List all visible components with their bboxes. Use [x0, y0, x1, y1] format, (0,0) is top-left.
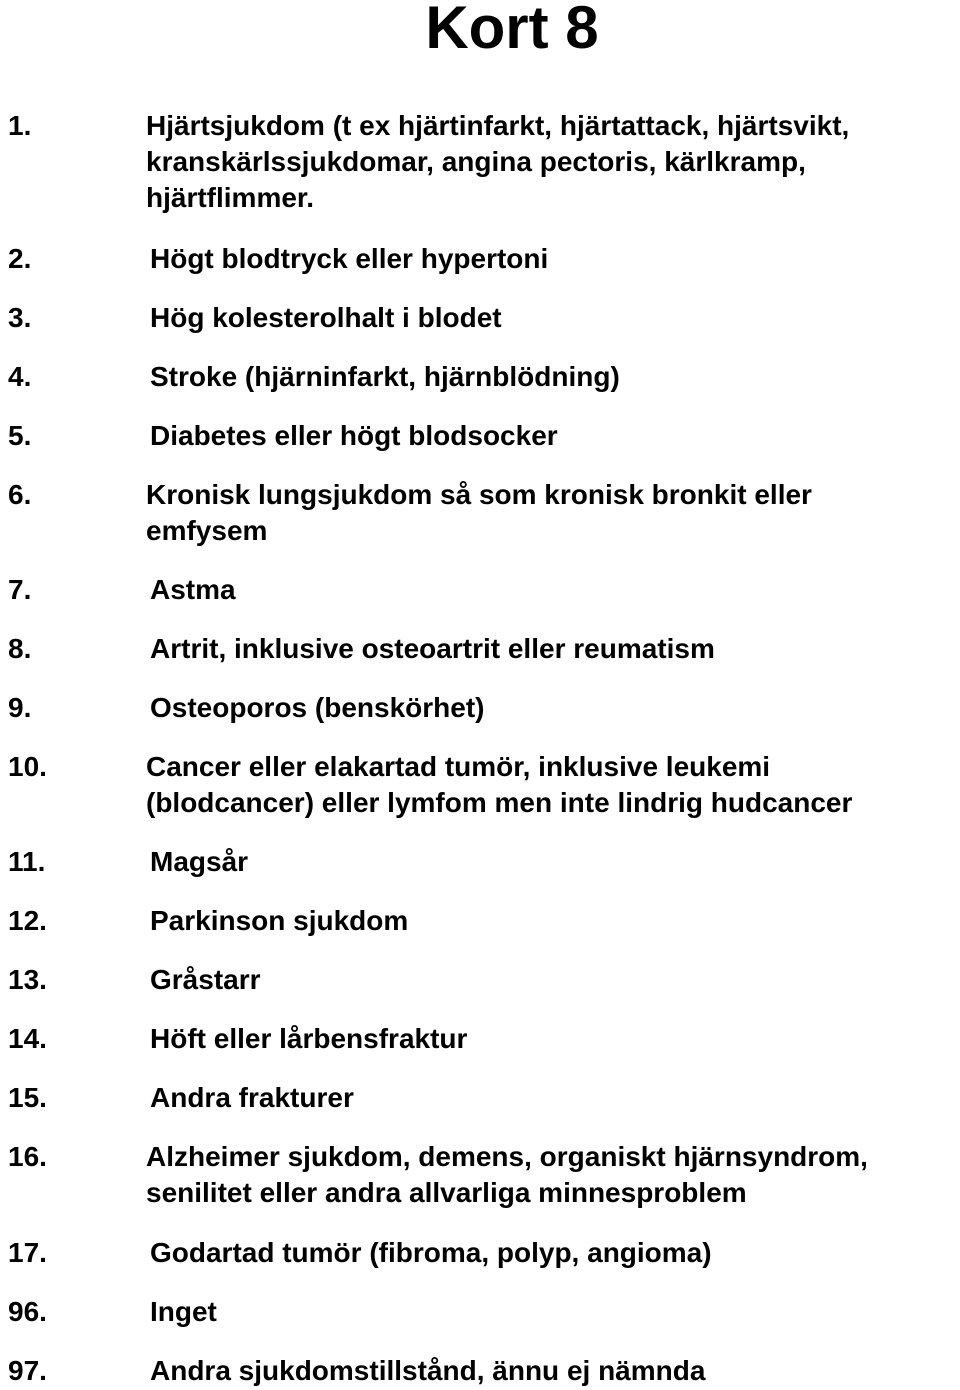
item-text [150, 962, 956, 998]
item-text [150, 300, 956, 336]
list-item [0, 903, 960, 939]
item-text-line: Magsår [150, 846, 249, 877]
item-number: 96. [8, 1296, 47, 1327]
item-text-line: Parkinson sjukdom [150, 905, 409, 936]
item-text [150, 1080, 956, 1116]
item-number: 5. [8, 420, 32, 451]
item-text-line: Höft eller lårbensfraktur [150, 1023, 468, 1054]
list-item [0, 418, 960, 454]
item-text [146, 477, 952, 549]
item-text-line: Gråstarr [150, 964, 261, 995]
list-item [0, 1235, 960, 1271]
item-number: 1. [8, 110, 32, 141]
item-text-line: Cancer eller elakartad tumör, inklusive leukemi [146, 751, 771, 782]
item-number: 17. [8, 1237, 47, 1268]
item-text-line: Astma [150, 574, 236, 605]
list-item [0, 241, 960, 277]
list-item [0, 844, 960, 880]
item-number: 4. [8, 361, 32, 392]
item-number: 15. [8, 1082, 47, 1113]
item-text [150, 1021, 956, 1057]
item-text-line: Kronisk lungsjukdom så som kronisk bronkit eller [146, 479, 812, 510]
list-item [0, 1353, 960, 1389]
list-item [0, 359, 960, 395]
item-text [150, 903, 956, 939]
list-item [0, 1021, 960, 1057]
item-text [150, 690, 956, 726]
item-number: 97. [8, 1355, 47, 1386]
item-number: 3. [8, 302, 32, 333]
item-text-line: Artrit, inklusive osteoartrit eller reumatism [150, 633, 715, 664]
item-text-line: Inget [150, 1296, 217, 1327]
item-text-line: hjärtflimmer. [146, 182, 315, 213]
item-text [150, 844, 956, 880]
item-number: 2. [8, 243, 32, 274]
item-text-line: Andra sjukdomstillstånd, ännu ej nämnda [150, 1355, 706, 1386]
list-item [0, 572, 960, 608]
item-text [150, 359, 956, 395]
item-text-line: Diabetes eller högt blodsocker [150, 420, 558, 451]
item-text-line: Osteoporos (benskörhet) [150, 692, 485, 723]
item-text [150, 1353, 956, 1389]
item-text [150, 241, 956, 277]
item-text-line: (blodcancer) eller lymfom men inte lindrig hudcancer [146, 787, 853, 818]
item-text-line: senilitet eller andra allvarliga minnesproblem [146, 1177, 747, 1208]
item-text-line: Andra frakturer [150, 1082, 354, 1113]
item-text-line: kranskärlssjukdomar, angina pectoris, kärlkramp, [146, 146, 806, 177]
item-text-line: Hjärtsjukdom (t ex hjärtinfarkt, hjärtattack, hjärtsvikt, [146, 110, 850, 141]
list-item [0, 477, 960, 549]
item-number: 6. [8, 479, 32, 510]
list-item [0, 962, 960, 998]
item-text-line: emfysem [146, 515, 268, 546]
item-number: 12. [8, 905, 47, 936]
item-number: 16. [8, 1141, 47, 1172]
list-item [0, 749, 960, 821]
item-text [150, 1294, 956, 1330]
item-text-line: Stroke (hjärninfarkt, hjärnblödning) [150, 361, 620, 392]
list-item [0, 300, 960, 336]
item-text-line: Godartad tumör (fibroma, polyp, angioma) [150, 1237, 712, 1268]
item-text-line: Alzheimer sjukdom, demens, organiskt hjärnsyndrom, [146, 1141, 868, 1172]
item-text [150, 418, 956, 454]
list-item [0, 1294, 960, 1330]
item-number: 7. [8, 574, 32, 605]
list-item [0, 690, 960, 726]
list-item [0, 631, 960, 667]
item-text [150, 631, 956, 667]
item-text-line: Högt blodtryck eller hypertoni [150, 243, 549, 274]
item-number: 9. [8, 692, 32, 723]
list-item [0, 1080, 960, 1116]
item-text [150, 572, 956, 608]
list-item [0, 108, 960, 216]
page-title: Kort 8 [425, 0, 599, 61]
item-number: 8. [8, 633, 32, 664]
item-text-line: Hög kolesterolhalt i blodet [150, 302, 502, 333]
item-number: 13. [8, 964, 47, 995]
item-text [146, 749, 952, 821]
list-item [0, 1139, 960, 1211]
item-text [146, 108, 952, 216]
item-number: 14. [8, 1023, 47, 1054]
item-text [146, 1139, 952, 1211]
item-number: 10. [8, 751, 47, 782]
item-text [150, 1235, 956, 1271]
item-number: 11. [8, 846, 46, 877]
